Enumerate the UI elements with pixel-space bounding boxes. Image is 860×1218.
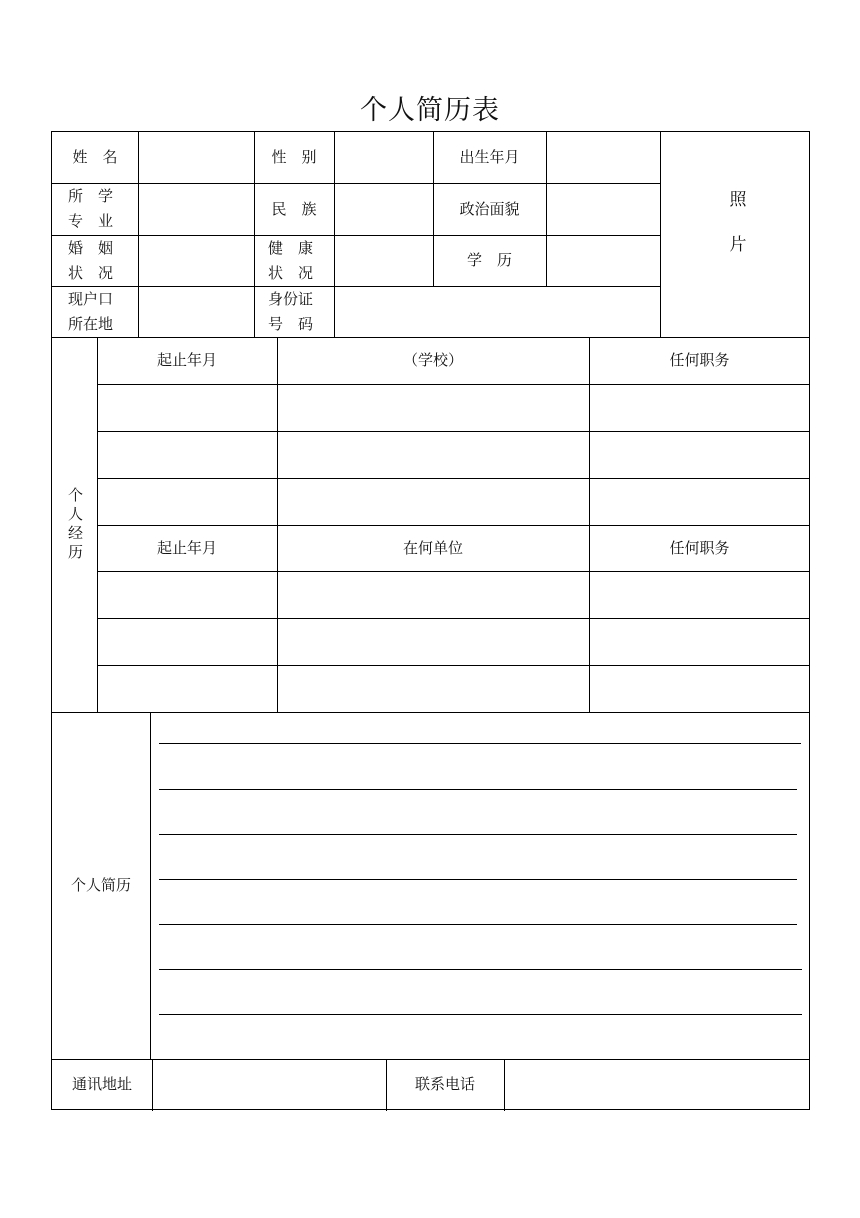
marital-label-line-1: 婚 姻 bbox=[68, 238, 114, 257]
major-field[interactable] bbox=[138, 183, 254, 235]
health-field[interactable] bbox=[334, 235, 433, 286]
school-name-header: （学校） bbox=[402, 351, 463, 369]
work-position-header: 任何职务 bbox=[669, 538, 730, 557]
address-label: 通讯地址 bbox=[71, 1075, 132, 1093]
ethnicity-label: 民 族 bbox=[271, 199, 317, 218]
phone-label: 联系电话 bbox=[414, 1075, 475, 1093]
writing-line bbox=[159, 743, 801, 744]
id-label-line-2: 号 码 bbox=[268, 314, 314, 333]
gender-label: 性 别 bbox=[271, 148, 317, 166]
health-label bbox=[268, 235, 334, 286]
writing-line bbox=[159, 969, 802, 970]
major-label-line-1: 所 学 bbox=[68, 187, 114, 205]
hukou-field[interactable] bbox=[138, 286, 254, 337]
hukou-label-line-2: 所在地 bbox=[68, 314, 114, 333]
writing-line bbox=[159, 879, 797, 880]
marital-field[interactable] bbox=[138, 235, 254, 286]
ethnicity-field[interactable] bbox=[334, 183, 433, 235]
id-label bbox=[268, 286, 334, 337]
birth-field[interactable] bbox=[546, 132, 660, 183]
work-period-header: 起止年月 bbox=[156, 538, 217, 557]
marital-label-line-2: 状 况 bbox=[68, 263, 114, 282]
experience-side-label: 个人经历 bbox=[66, 486, 84, 563]
education-label: 学 历 bbox=[466, 251, 512, 269]
id-label-line-1: 身份证 bbox=[268, 289, 314, 308]
political-label: 政治面貌 bbox=[459, 199, 520, 218]
hukou-label bbox=[68, 286, 138, 337]
writing-line bbox=[159, 1014, 802, 1015]
writing-line bbox=[159, 924, 797, 925]
hukou-label-line-1: 现户口 bbox=[68, 289, 114, 308]
education-field[interactable] bbox=[546, 235, 660, 286]
work-unit-header: 在何单位 bbox=[402, 538, 463, 557]
school-rows[interactable] bbox=[97, 384, 810, 525]
writing-line bbox=[159, 789, 797, 790]
resume-form bbox=[51, 131, 810, 1110]
school-period-header: 起止年月 bbox=[156, 351, 217, 369]
address-field[interactable] bbox=[152, 1059, 386, 1110]
marital-label bbox=[68, 235, 138, 286]
photo-label: 照片 bbox=[725, 189, 746, 280]
birth-label: 出生年月 bbox=[459, 148, 520, 166]
school-position-header: 任何职务 bbox=[669, 351, 730, 369]
political-field[interactable] bbox=[546, 183, 660, 235]
writing-line bbox=[159, 834, 797, 835]
resume-label: 个人简历 bbox=[70, 876, 131, 894]
resume-text-area[interactable] bbox=[150, 712, 810, 1059]
id-number-field[interactable] bbox=[334, 286, 660, 337]
gender-field[interactable] bbox=[334, 132, 433, 183]
name-label: 姓 名 bbox=[72, 148, 118, 166]
form-title: 个人简历表 bbox=[360, 95, 500, 126]
major-label-line-2: 专 业 bbox=[68, 212, 114, 230]
name-field[interactable] bbox=[138, 132, 254, 183]
major-label bbox=[68, 183, 138, 235]
photo-box[interactable] bbox=[660, 132, 810, 337]
health-label-line-2: 状 况 bbox=[268, 263, 314, 282]
health-label-line-1: 健 康 bbox=[268, 238, 314, 257]
phone-field[interactable] bbox=[504, 1059, 810, 1110]
